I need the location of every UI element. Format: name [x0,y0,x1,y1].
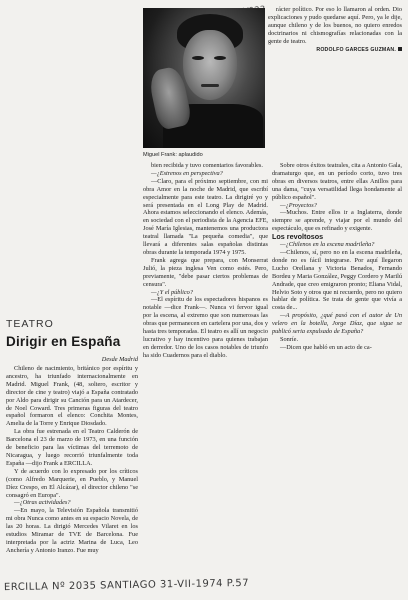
paragraph: Sobre otros éxitos teatrales, cita a Antonio Gala, dramaturgo que, en un período corto, tuvo tres obras en diversos teatros, entre ellas Anillos para una dama, "cuya versatilidad llega hondamente al público español". [272,162,402,201]
subheading: Los revoltosos [272,232,324,242]
paragraph: —El espíritu de los espectadores hispanos es notable —dice Frank—. Nunca vi fervor igual por la escena, al extremo que son numerosas las obras que permanecen en cartelera por una, dos y hasta tres temporadas. El teatro es allí un negocio lucrativo y hay incentivo para quienes trabajan en derredor. Uno de los casos notables de triunfo ha sido Cuadernos para el diablo. [143,296,268,359]
paragraph: —Dicen que habló en un acto de ca- [280,343,372,351]
right-column [272,162,402,352]
article-headline: Dirigir en España [6,334,121,349]
interview-question: —¿Estrenos en perspectiva? [151,169,223,177]
paragraph: La obra fue estrenada en el Teatro Calderón de Barcelona el 23 de marzo de 1973, en una función de beneficio para las víctimas del terremoto de Nicaragua, y luego recorrió triunfalmente toda España —dijo Frank a ERCILLA. [6,428,138,467]
section-label: TEATRO [6,318,54,330]
interview-question: —A propósito, ¿qué pasó con el autor de Un velero en la botella, Jorge Díaz, que sigue se publicó seria expulsado de España? [272,312,402,336]
end-mark-icon [398,47,402,51]
paragraph: Frank agrega que prepara, con Monserrat Julió, la pieza inglesa Ven como estés. Pero, previamente, "debe pasar ciertos problemas de censura". [143,256,268,288]
paragraph: —Claro, para el próximo septiembre, con mi obra Amor en la noche de Madrid, que escribí especialmente para este teatro. La dirigiré yo y será presentada en el Long Play de Madrid. Ahora estamos seleccionando el elenco. Además, en sociedad con el periodista de la Agencia EFE, José María Iglesias, mantenemos una productora teatral llamada "La pequeña comedia", que llevará a diferentes salas españolas distintas obras durante la temporada 1974 y 1975. [143,177,268,256]
interview-question: —¿Otras actividades? [14,499,71,507]
paragraph: Chileno de nacimiento, británico por espíritu y ancestro, ha triunfado internacionalmente en Madrid. Miguel Frank, (48, soltero, escritor y director de cine y teatro) viajó a España contratado por Aldo para dirigir su Canción para un Atardecer, de Noel Coward. Tres primeras figuras del teatro español formaron el elenco: Conchita Montes, Amelia de la Torre y Enrique Diosdado. [6,365,138,428]
dateline: Desde Madrid [101,356,138,363]
paragraph: Sonríe. [280,335,299,343]
source-annotation: ERCILLA Nº 2035 SANTIAGO 31-VII-1974 P.57 [3,577,250,594]
left-column [6,365,138,555]
paragraph: —Chilenos, sí, pero no en la escena madrileña, donde no es fácil integrarse. Por aquí llegaron Lucho Orellana y Victoria Benados, Fernando Bordeu y Maria González, Peggy Cordero y Marilú Andrade, que creo emigraron pronto; Eliana Vidal, Helvio Soto y otros que ni recuerdo, pero no quiero hablar de política. Se trata de gente que vivía a costa de... [272,248,402,312]
paragraph: bien recibida y tuvo comentarios favorables. [151,162,263,169]
paragraph: —Muchos. Entre ellos ir a Inglaterra, donde siempre se aprende, y viajar por el mundo del espectáculo, que es refinado y exigente. [272,209,402,233]
photo-caption: Miguel Frank: aplaudido [143,152,203,158]
author-signature: RODOLFO GARCES GUZMAN. [268,47,402,55]
interview-question: —¿Chilenos en la escena madrileña? [280,241,375,249]
top-right-paragraph: rácter político. Por eso lo llamaron al orden. Dio explicaciones y pudo quedarse aquí. Pero, ya le dije, aunque chileno y de los buenos, no quiero enredos doctrinarios ni chismografías relacionadas con la gente de teatro. [268,6,402,45]
paragraph: Y de acuerdo con lo expresado por los críticos (como Alfredo Marquerie, en Pueblo, y Manuel Díez Crespo, en El Alcázar), el director chileno "se consagró en Europa". [6,467,138,499]
middle-column [143,162,268,360]
paragraph: —En mayo, la Televisión Española transmitió mi obra Nunca como antes en su espacio Novela, de las 20 horas. La dirigió Mercedes Vilaret en los estudios Miramar de TVE de Barcelona. Fue interpretada por la actriz Marina de Luca, Leo Anchería y Antonio Iranzo. Fue muy [6,507,138,554]
interview-question: —¿Y el público? [151,288,193,296]
portrait-photo [143,8,265,148]
interview-question: —¿Proyectos? [280,201,317,209]
top-right-column [268,6,402,54]
